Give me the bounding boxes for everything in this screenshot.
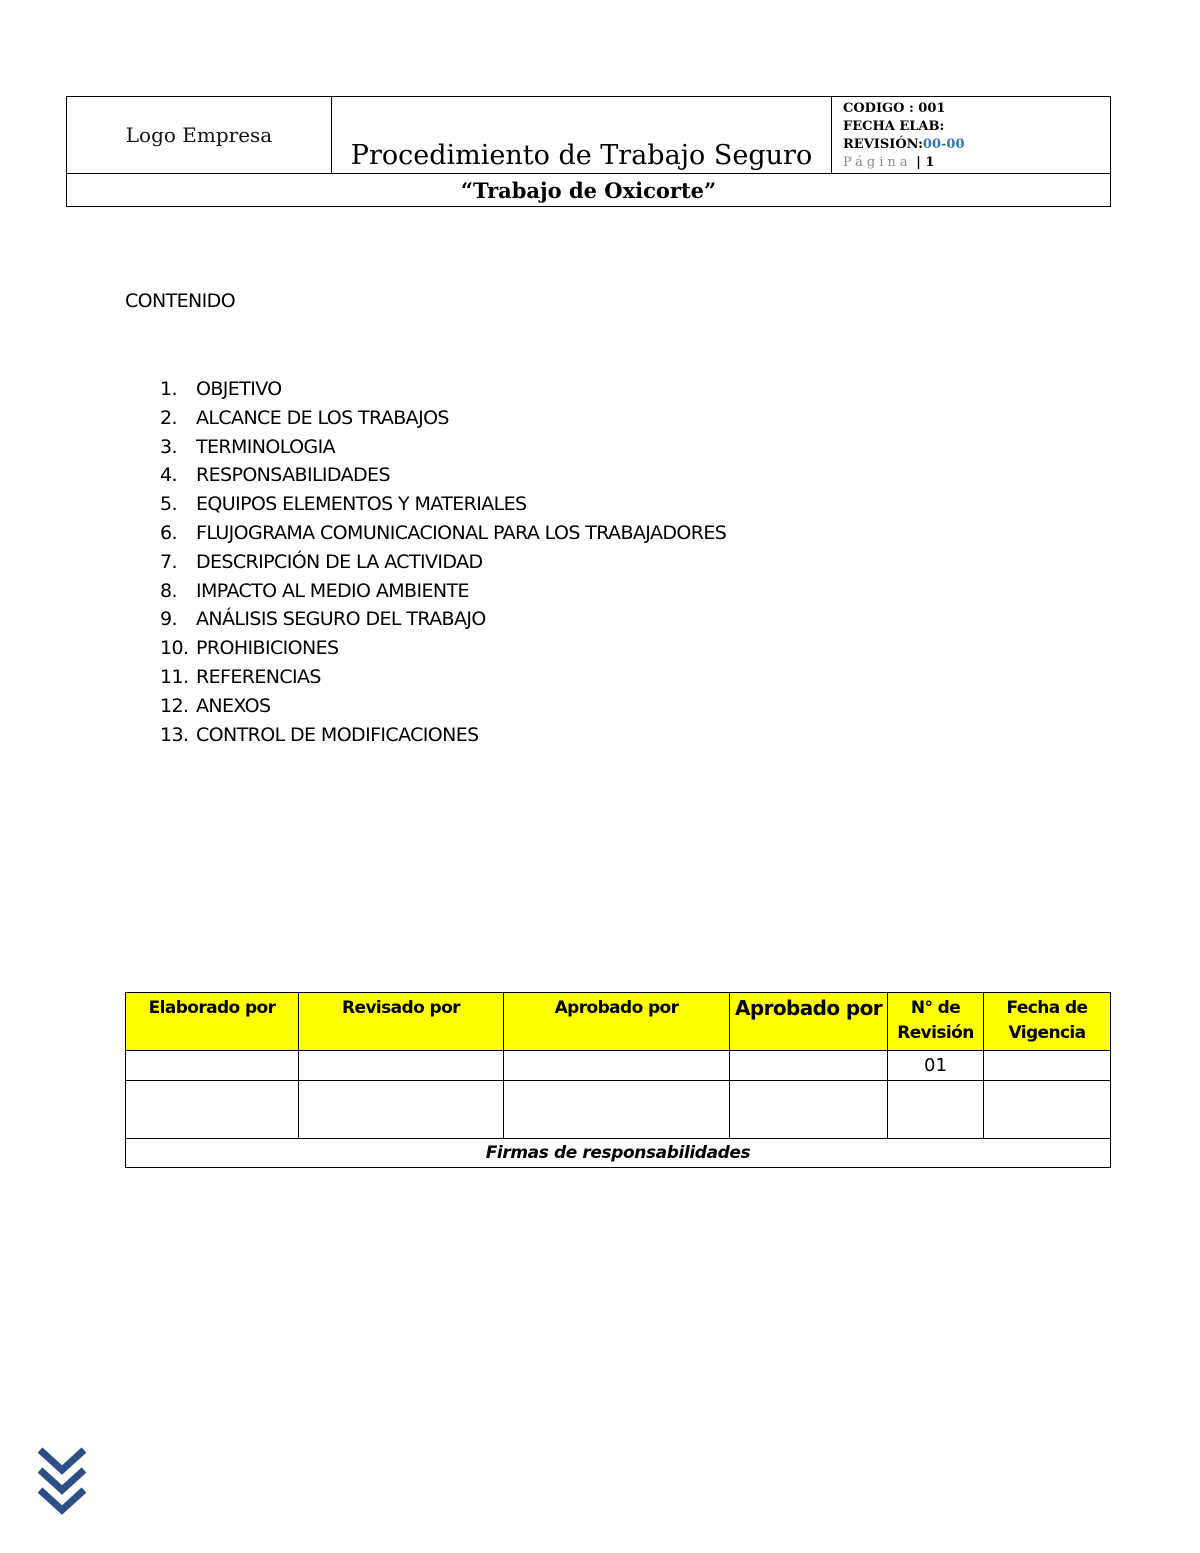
signature-cell (504, 1081, 730, 1139)
chevron-down-icon (36, 1446, 88, 1520)
toc-item: 10. PROHIBICIONES (160, 637, 339, 660)
toc-item: 13. CONTROL DE MODIFICACIONES (160, 723, 479, 746)
page-indicator (843, 154, 1110, 172)
contents-heading: CONTENIDO (125, 290, 236, 312)
document-header (66, 96, 1111, 207)
company-logo-placeholder: Logo Empresa (67, 97, 332, 174)
toc-item: 12. ANEXOS (160, 694, 271, 717)
header-aprobado-por-2: Aprobado por (730, 993, 888, 1051)
cell (984, 1051, 1111, 1081)
signature-cell (888, 1081, 984, 1139)
document-meta (832, 97, 1111, 174)
signature-cell (126, 1081, 299, 1139)
fecha-elaboracion: FECHA ELAB: (843, 119, 945, 134)
header-aprobado-por: Aprobado por (504, 993, 730, 1051)
toc-item: 6. FLUJOGRAMA COMUNICACIONAL PARA LOS TRABAJADORES (160, 521, 727, 544)
page-separator: | (916, 155, 921, 170)
toc-item: 1. OBJETIVO (160, 378, 282, 400)
toc-item: 4. RESPONSABILIDADES (160, 464, 390, 487)
document-subtitle: “Trabajo de Oxicorte” (67, 174, 1111, 207)
cell (730, 1051, 888, 1081)
signature-cell (730, 1081, 888, 1139)
toc-item: 11. REFERENCIAS (160, 665, 321, 688)
revision-label: REVISIÓN: (843, 137, 923, 152)
procedure-title: Procedimiento de Trabajo Seguro (332, 97, 832, 174)
header-elaborado-por: Elaborado por (126, 993, 299, 1051)
toc-item: 9. ANÁLISIS SEGURO DEL TRABAJO (160, 608, 486, 631)
toc-item: 8. IMPACTO AL MEDIO AMBIENTE (160, 579, 469, 602)
table-of-contents (160, 375, 726, 749)
cell (126, 1051, 299, 1081)
toc-item: 7. DESCRIPCIÓN DE LA ACTIVIDAD (160, 550, 483, 573)
page-number: 1 (925, 155, 935, 170)
toc-item: 2. ALCANCE DE LOS TRABAJOS (160, 406, 449, 429)
revision-number-cell: 01 (888, 1051, 984, 1081)
revision-value: 00-00 (922, 137, 965, 152)
header-numero-revision: N° de Revisión (888, 993, 984, 1051)
codigo: CODIGO : 001 (843, 101, 946, 116)
signature-cell (299, 1081, 504, 1139)
header-fecha-vigencia: Fecha de Vigencia (984, 993, 1111, 1051)
page-label: Página (843, 155, 912, 170)
cell (504, 1051, 730, 1081)
header-revisado-por: Revisado por (299, 993, 504, 1051)
table-row (126, 1081, 1111, 1139)
revision (843, 136, 1110, 154)
toc-item: 5. EQUIPOS ELEMENTOS Y MATERIALES (160, 493, 527, 516)
signatures-footer: Firmas de responsabilidades (126, 1139, 1111, 1168)
signatures-table (125, 992, 1111, 1168)
table-row (126, 1051, 1111, 1081)
toc-item: 3. TERMINOLOGIA (160, 435, 335, 458)
cell (299, 1051, 504, 1081)
signature-cell (984, 1081, 1111, 1139)
